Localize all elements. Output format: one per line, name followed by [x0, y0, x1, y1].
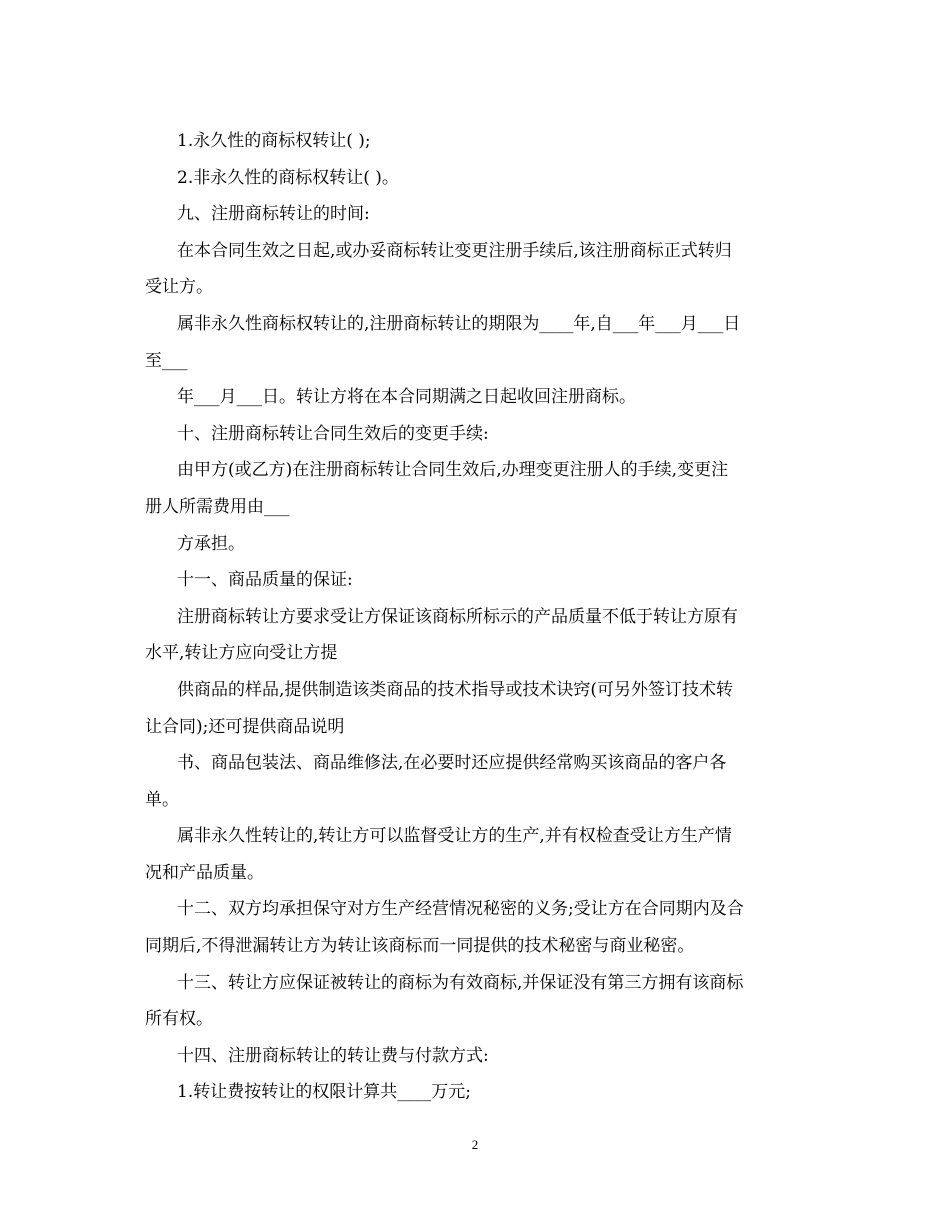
text-line: 至___ — [145, 350, 188, 371]
text-line: 1.转让费按转让的权限计算共____万元; — [177, 1082, 471, 1103]
text-line: 同期后,不得泄漏转让方为转让该商标而一同提供的技术秘密与商业秘密。 — [145, 936, 695, 957]
page-number: 2 — [471, 1137, 479, 1152]
text-line: 让合同);还可提供商品说明 — [145, 716, 345, 737]
text-line: 由甲方(或乙方)在注册商标转让合同生效后,办理变更注册人的手续,变更注 — [177, 460, 729, 481]
text-line: 注册商标转让方要求受让方保证该商标所标示的产品质量不低于转让方原有 — [177, 606, 738, 627]
text-line: 属非永久性转让的,转让方可以监督受让方的生产,并有权检查受让方生产情 — [177, 826, 732, 847]
text-line: 十、注册商标转让合同生效后的变更手续: — [177, 423, 489, 444]
text-line: 水平,转让方应向受让方提 — [145, 643, 338, 664]
text-line: 九、注册商标转让的时间: — [177, 204, 370, 225]
text-line: 方承担。 — [177, 533, 245, 554]
text-line: 单。 — [145, 789, 179, 810]
document-body — [145, 123, 810, 1111]
text-line: 所有权。 — [145, 1009, 213, 1030]
text-line: 在本合同生效之日起,或办妥商标转让变更注册手续后,该注册商标正式转归 — [177, 240, 732, 261]
text-line: 2.非永久性的商标权转让( )。 — [177, 167, 399, 188]
text-line: 年___月___日。转让方将在本合同期满之日起收回注册商标。 — [177, 387, 636, 408]
text-line: 十二、双方均承担保守对方生产经营情况秘密的义务;受让方在合同期内及合 — [177, 899, 744, 920]
text-line: 属非永久性商标权转让的,注册商标转让的期限为____年,自___年___月___日 — [177, 313, 741, 334]
text-line: 册人所需费用由___ — [145, 496, 290, 517]
text-line: 供商品的样品,提供制造该类商品的技术指导或技术诀窍(可另外签订技术转 — [177, 679, 734, 700]
text-line: 书、商品包装法、商品维修法,在必要时还应提供经常购买该商品的客户各 — [177, 753, 727, 774]
text-line: 1.永久性的商标权转让( ); — [177, 131, 371, 151]
text-line: 十四、注册商标转让的转让费与付款方式: — [177, 1045, 489, 1066]
text-line: 十一、商品质量的保证: — [177, 570, 353, 591]
text-line: 十三、转让方应保证被转让的商标为有效商标,并保证没有第三方拥有该商标 — [177, 972, 744, 993]
text-line: 况和产品质量。 — [145, 862, 264, 883]
text-line: 受让方。 — [145, 277, 213, 298]
